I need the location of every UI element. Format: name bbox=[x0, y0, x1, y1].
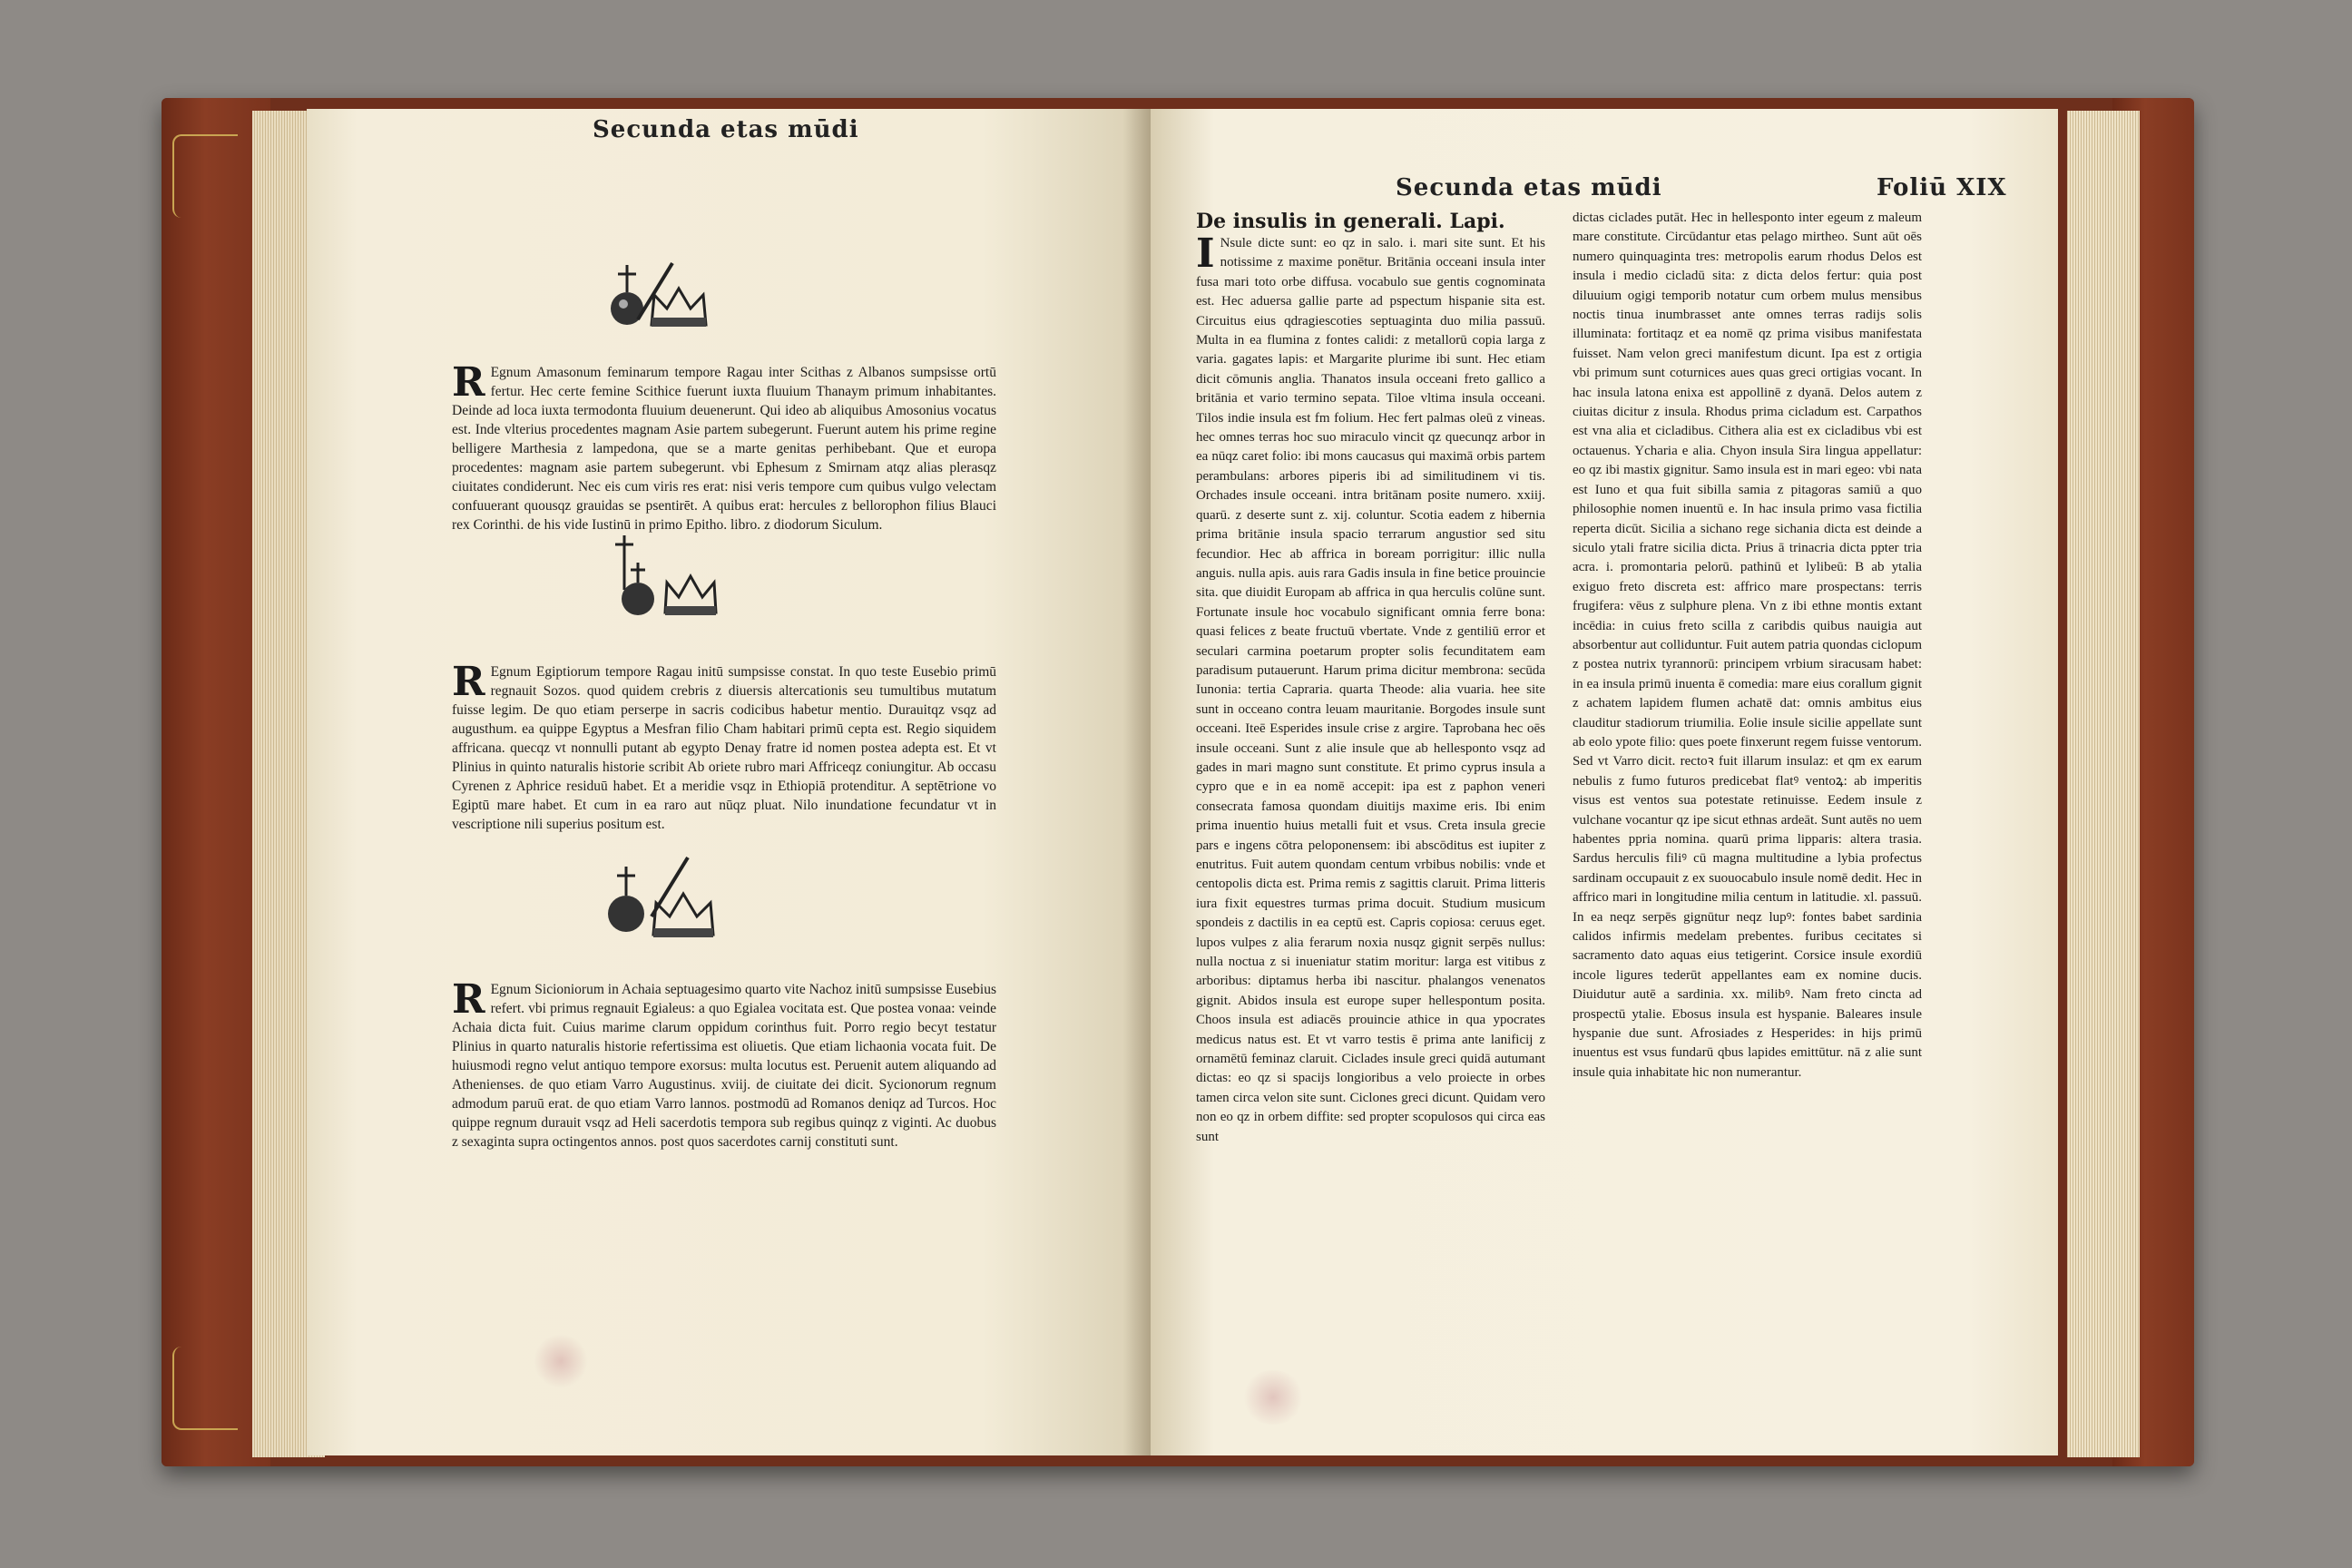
page-edges-right bbox=[2067, 111, 2140, 1457]
drop-cap: I bbox=[1196, 230, 1215, 277]
stain bbox=[534, 1334, 588, 1388]
section-text: Egnum Sicioniorum in Achaia septuagesimo quarto vite Nachoz initū sumpsisse Eusebius refert. vbi primus regnauit Egialeus: a quo Egialea vocitata est. Que postea vonaa: veinde Achaia dicta fuit. Cuius marime clarum oppidum corinthus fuit. Porro regio becyt testatur Plinius in quarto naturalis historie refertissima est oliuetis. Que etiam lichaonia vocata fuit. De huiusmodi regno velut antiquo tempore exorsus: multa locutus est. Peruenit autem aliquando ad Athenienses. de quo etiam Varro Augustinus. xviij. de ciuitate dei dicit. Sycionorum regnum admodum paruū erat. de quo etiam Varro lannos. postmodū ad Romanos deniqz ad Turcos. Hoc quippe regnum durauit vsqz ad Heli sacerdotis tempora sub regibus quinqz z viginti. Ac duobus z sexaginta supra octingentos annos. post quos sacerdotes carnij constituti sunt. bbox=[452, 982, 996, 1150]
left-page bbox=[307, 109, 1151, 1455]
section-amazons bbox=[452, 359, 996, 534]
open-book bbox=[162, 98, 2194, 1466]
orb-and-crown-woodcut bbox=[602, 526, 729, 626]
running-head-right: Secunda etas mūdi bbox=[1396, 174, 1662, 201]
drop-cap: R bbox=[452, 976, 485, 1023]
stain bbox=[1241, 1370, 1305, 1425]
section-sicyon bbox=[452, 976, 996, 1152]
folio-number: Foliū XIX bbox=[1877, 174, 2007, 201]
text-column-1 bbox=[1196, 209, 1545, 1370]
running-head-left: Secunda etas mūdi bbox=[593, 116, 859, 143]
orb-and-crown-woodcut bbox=[597, 848, 733, 948]
gilt-ornament bbox=[172, 1347, 238, 1430]
column-text: dictas ciclades putāt. Hec in hellesponto inter egeum z maleum mare constitute. Circūdantur etas pelago mirtheo. Sunt aūt oēs numero quinquaginta tres: metropolis earum rhodus Delos est insula i medio cicladū sita: z dicta delos fertur: quia post diluuium ogigi temporib notatur cum orbem mulus mensibus noctis tinua inumbrasset ante omnes terras radijs solis illuminata: fortitaqz et ea nomē qz prima visibus manifestata fuisset. Nam velon greci manifestum dicunt. Ipa est z ortigia vbi primum sunt coturnices aues quas greci ortigias vocant. In hac insula latona enixa est appollinē z dyanā. Delos autem z ciuitas dicitur z insula. Rhodus prima cicladum est. Carpathos est vna alia et cicladibus. Cithera alia est ex cicladibus vbi est octauenus. Ycharia e alia. Chyon insula Sira lingua appellatur: eo qz ibi mastix gignitur. Samo insula est in mari egeo: vbi nata est Iuno et qua fuit sibilla samia z pitagoras samiū a quo philosophie nomen inuentū e. In hac insula primo vasa fictilia reperta dicūt. Sicilia a sichano rege sichania dicta est deinde a siculo ytali fratre sicilia dicta. Prius ā trinacria dicta ppter tria acra. i. promontaria pelorū. pathinū et lylibeū: B ab ytalia exiguo freto discreta est: affrico mare prospectans: terris frugifera: vēus z sulphure plena. Vn z ibi ethne montis extant incēdia: in cuius freto scilla z caribdis quibus nauigia aut absorbentur aut colliduntur. Fuit autem patria quondas ciclopum z postea nutrix tyrannorū: principem vrbium siracusam habet: in ea insula primū inuenta ē comedia: mare eius corallum gignit z achatem lapidem flumen achatē dat: omnis ambitus eius clauditur stadiorum triumilia. Eolie insule sicilie appellate sunt ab eolo ypote filio: ques poete finxerunt regem fuisse ventorum. Sed vt Varro dicit. rectoꝛ fuit illarum insulaz: et qm ex earum nebulis z fumo futuros predicebat flatꝰ ventoꝝ: ab imperitis visus est ventos sua potestate retinuisse. Eedem insule z vulchane vocantur qz ipe sicut ethnas ardeāt. Sunt autēs no uem habentes ppria nomina. quarū prima lipparis: altera trasia. Sardus herculis filiꝰ cū magna multitudine a lybia profectus sardinam occupauit z ex suouocabulo insule nomē dedit. Hec in affrico mari in longitudine milia centum in latitudie. xl. passuū. In ea neqz serpēs gignūtur neqz lupꝰ: fontes babet sardinia calidos infirmis medelam prebentes. furibus cecitates si sacramento dato aquas eius tetigerint. Corsice insule exordiū incole ligures tederūt appellantes eam ex nomine ducis. Diuidutur autē a sardinia. xx. milibꝰ. Nam freto cincta ad prospectū ytalie. Ebosus insula est hyspanie. Baleares insule hyspanie due sunt. Afrosiades z Hesperides: in hijs primū inuentus est vsus fundarū qbus lapides emittūtur. nā z alie sunt insule quia inhabitate hic non numerantur. bbox=[1573, 211, 1922, 1080]
orb-and-crown-woodcut bbox=[602, 245, 729, 336]
right-page bbox=[1151, 109, 2058, 1455]
section-egypt bbox=[452, 659, 996, 834]
text-column-2 bbox=[1573, 209, 1922, 1207]
chapter-title: De insulis in generali. Lapi. bbox=[1196, 210, 1505, 233]
section-text: Egnum Amasonum feminarum tempore Ragau inter Scithas z Albanos sumpsisse ortū fertur. Hec certe femine Scithice fuerunt iuxta fluuium Thanaym primum inhabitantes. Deinde ad loca iuxta termodonta fluuium deuenerunt. Qui ideo ab aliquibus Amosonius vocatus est. Inde vlterius procedentes magnam Asie partem subegerunt. Fuerunt autem his prime regine belligere Marthesia z lampedona, que se a marte genitas perhibebant. Que et europa procedentes: magnam asie partem subegerunt. vbi Ephesum z Smirnam atqz alias plerasqz ciuitates condiderunt. Nec eis cum viris res erat: nisi veris tempore cum quibus vulgo velectam confuuerant quousqz grauidas se psentirēt. A quibus erat: hercules z bellorophon filius Blauci rex Corinthi. de his vide Iustinū in primo Epitho. libro. z diodorum Siculum. bbox=[452, 365, 996, 533]
gilt-ornament bbox=[172, 134, 238, 218]
section-text: Egnum Egiptiorum tempore Ragau initū sumpsisse constat. In quo teste Eusebio primū regnauit Sozos. quod quidem crebris z diuersis altercationis seu tumultibus mutatum fuisse legim. De quo etiam perserpe in sacris codicibus habetur mentio. Durauitqz vsqz ad augusthum. ea quippe Egyptus a Mesfran filio Cham habitari primū cepta est. Regio siquidem affricana. quecqz vt nonnulli putant ab egypto Denay fratre id nomen postea adepta est. Et vt Plinius in quinto naturalis historie scribit Ab oriete rubro mari Affriceqz coniungitur. Ab occasu Cyrenen z Aphrice residuū habet. Et a meridie vsqz in Ethiopiā protenditur. A septētrione vo Egiptū mare habet. Et cum in ea raro aut nūqz pluat. Nilo inundatione fecundatur vt in vescriptione nili superius positum est. bbox=[452, 664, 996, 832]
column-text: Nsule dicte sunt: eo qz in salo. i. mari site sunt. Et his notissime z maxime ponētur. Britānia occeani insula inter fusa mari toto orbe diffusa. vocabulo sue gentis cognominata est. Hec aduersa gallie parte ad pspectum hispanie sita est. Circuitus eius qdragiescoties septuaginta duo milia passuū. Multa in ea flumina z fontes calidi: z metallorū copia larga z varia. gagates lapis: et Margarite plurime ibi sunt. Hec etiam dicit cōmunis anglia. Thanatos insula occeani freto gallico a britānia et vario termino sepata. Tiloe vltima insula occeani. Tilos indie insula est fm folium. Hec fert palmas oleū z vineas. hec omnes terras hoc suo miraculo vincit qz quecunqz arbor in ea nūqz caret folio: ibi mons caucasus qui maximā orbis partem perambulans: arbores piperis ibi ad similitudinem vi tis. Orchades insule occeani. intra britānam posite numero. xxiij. quarū. z deserte sunt z. xij. coluntur. Scotia eadem z hibernia prima britānie insula spacio terrarum angustior sed situ fecundior. Hec ab affrica in boream porrigitur: illic nulla anguis. nulla apis. auis rara Gadis insula in fine betice prouincie sita. que diuidit Europam ab affrica in qua herculis colūne sunt. Fortunate insule hoc vocabulo significant omnia ferre bona: quasi felices z beate fructuū vbertate. Vnde z gentiliū error et seculari carmina poetarum propter solis fecunditatem eam paradisum putauerunt. Harum prima dicitur membrona: secūda Iunonia: tertia Capraria. quarta Theode: alia vuaria. hee site sunt in occeano contra leuam mauritanie. Borgodes insule sunt occeani. Iteē Esperides insule crise z argire. Taprobana hec oēs insule occeani. Sunt z alie insule que ab hellesponto vsqz ad gades in mari magno sunt constitute. Et primo cyprus insula a cypro que e in ea nomē accepit: ipa est z paphon veneri consecrata famosa quondam diuitijs maxime eris. Ibi enim prima inuentio huius metalli fuit et vsus. Creta insula grecie pars e ingens cōtra peloponensem: ibi abscōditus est iupiter z enutritus. Fuit autem quondam centum vrbibus nobilis: vnde et centopolis dicta est. Prima remis z sagittis claruit. Prima litteris iura fixit equestres turmas prima docuit. Studium musicum spondeis z dactilis in ea ceptū est. Capris copiosa: ceruus eget. lupos vulpes z alia ferarum noxia nusqz gignit serpēs nullus: nulla noctua z si inueniatur statim moritur: larga est vitibus z arboribus: diptamus herba ibi nascitur. phalangos venenatos gignit. Abidos insula est europe super hellespontum posita. Choos insula est adiacēs prouincie athice in qua ypocrates medicus natus est. Et vt varro testis ē prima ante lanificij z ornamētū feminaz claruit. Ciclades insule greci quidā autumant dictas: eo qz si spacijs longioribus a velo proiecte in orbes tamen circa velon site sunt. Ciclones greci dicunt. Quidam vero non eo qz in orbem diffite: sed propter scopulosos qui circa eas sunt bbox=[1196, 236, 1545, 1144]
drop-cap: R bbox=[452, 359, 485, 406]
drop-cap: R bbox=[452, 659, 485, 705]
